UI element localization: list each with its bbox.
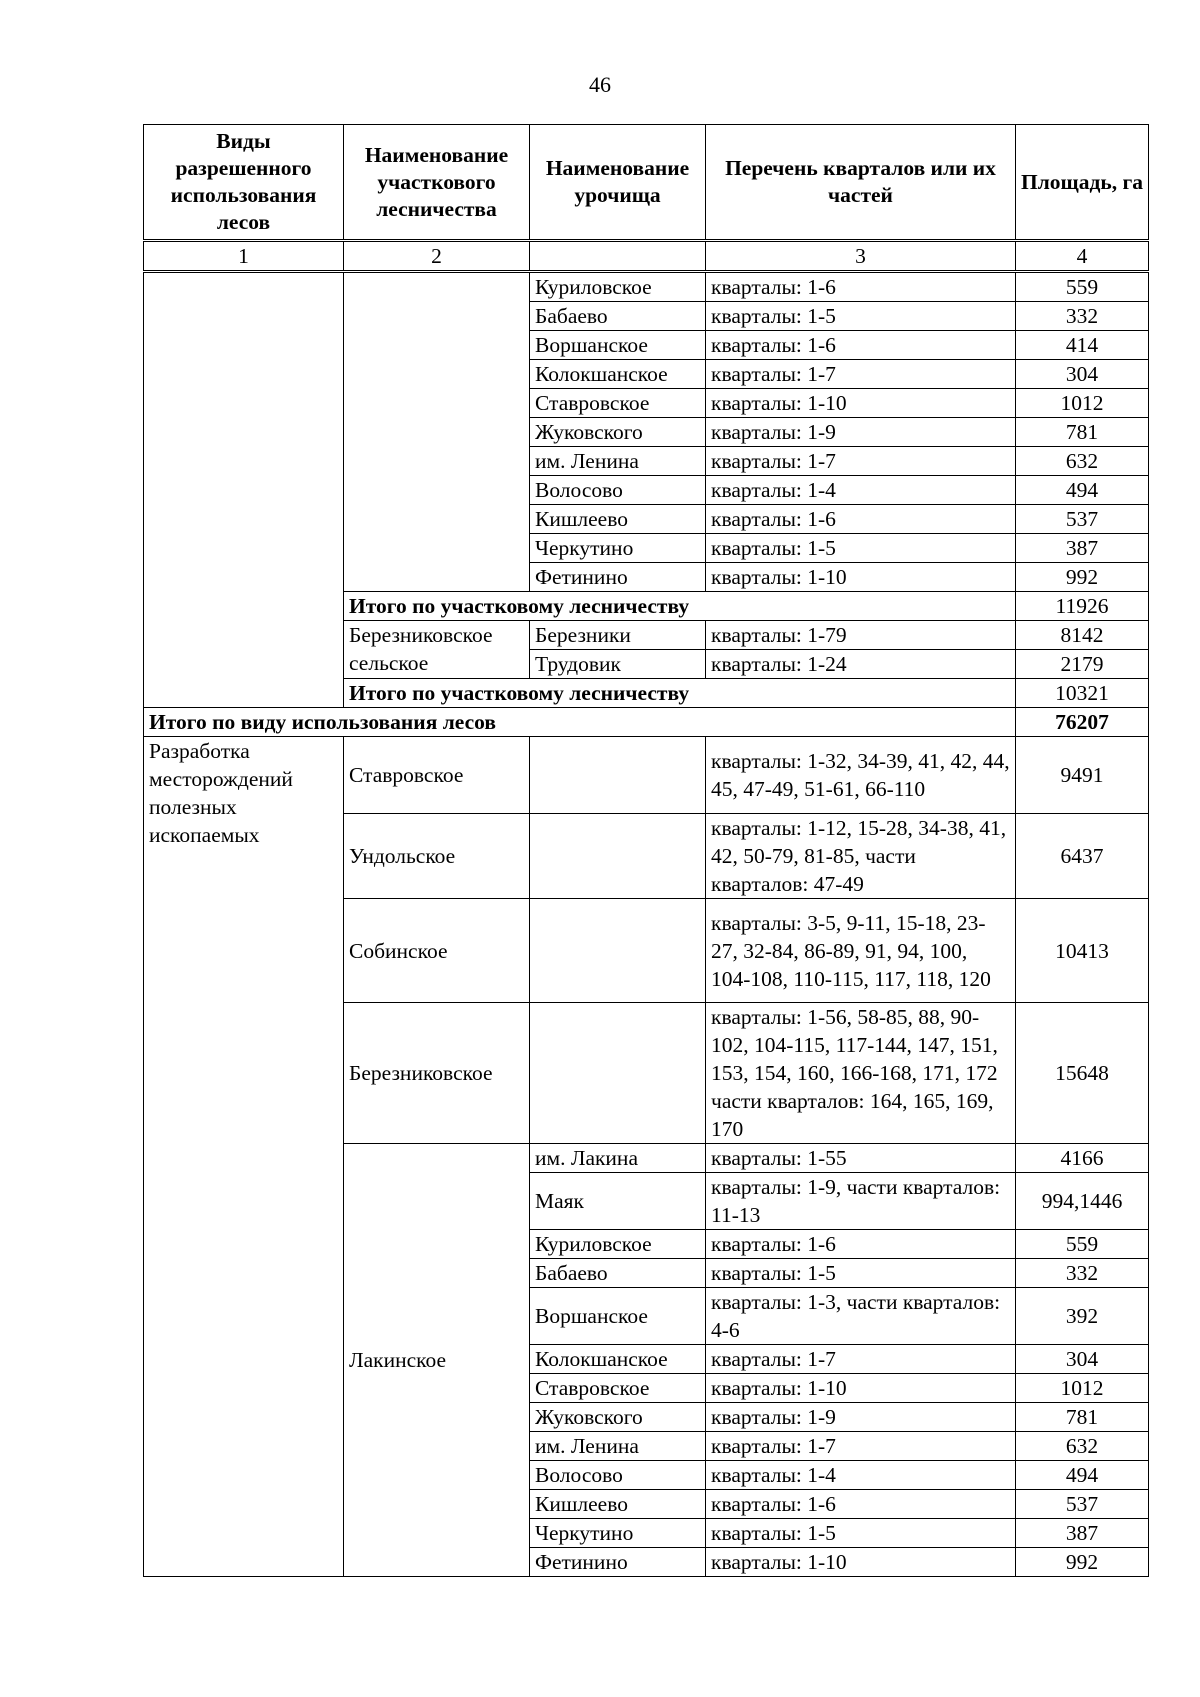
urochishche-cell: Березники [530,621,706,650]
header-use-type: Виды разрешенного использования лесов [144,125,344,241]
area-cell: 1012 [1016,1374,1149,1403]
area-cell: 392 [1016,1288,1149,1345]
forestry-name-cell: Собинское [344,899,530,1003]
kvartaly-cell: кварталы: 1-9, части кварталов: 11-13 [706,1173,1016,1230]
kvartaly-cell: кварталы: 1-7 [706,1345,1016,1374]
kvartaly-cell: кварталы: 1-4 [706,476,1016,505]
urochishche-cell: Ставровское [530,1374,706,1403]
header-area: Площадь, га [1016,125,1149,241]
area-cell: 494 [1016,1461,1149,1490]
column-number [530,241,706,272]
kvartaly-cell: кварталы: 1-6 [706,1230,1016,1259]
header-forestry: Наименование участкового лесничества [344,125,530,241]
urochishche-cell: Жуковского [530,418,706,447]
urochishche-cell: им. Лакина [530,1144,706,1173]
area-cell: 992 [1016,1548,1149,1577]
kvartaly-cell: кварталы: 1-10 [706,389,1016,418]
urochishche-cell: им. Ленина [530,1432,706,1461]
area-cell: 387 [1016,534,1149,563]
urochishche-cell: Бабаево [530,1259,706,1288]
table-row [144,737,1149,814]
kvartaly-cell: кварталы: 1-6 [706,505,1016,534]
area-cell: 559 [1016,1230,1149,1259]
urochishche-cell: Жуковского [530,1403,706,1432]
urochishche-cell: Колокшанское [530,1345,706,1374]
page-number: 46 [589,72,611,97]
urochishche-cell: Бабаево [530,302,706,331]
urochishche-cell: Черкутино [530,1519,706,1548]
urochishche-cell: Фетинино [530,563,706,592]
urochishche-cell: Куриловское [530,1230,706,1259]
kvartaly-cell: кварталы: 3-5, 9-11, 15-18, 23-27, 32-84, 86-89, 91, 94, 100, 104-108, 110-115, 117, 118, 120 [706,899,1016,1003]
area-cell: 15648 [1016,1003,1149,1144]
use-type-cell: Разработка месторождений полезных ископаемых [144,737,344,1577]
forestry-name-cell: Ундольское [344,814,530,899]
urochishche-cell: Воршанское [530,1288,706,1345]
area-cell: 994,1446 [1016,1173,1149,1230]
urochishche-cell: Колокшанское [530,360,706,389]
forestry-name-cell: Ставровское [344,737,530,814]
urochishche-cell: Маяк [530,1173,706,1230]
subtotal-label: Итого по участковому лесничеству [344,679,1016,708]
kvartaly-cell: кварталы: 1-55 [706,1144,1016,1173]
area-cell: 304 [1016,360,1149,389]
total-label: Итого по виду использования лесов [144,708,1016,737]
urochishche-cell-empty [530,1003,706,1144]
area-cell: 4166 [1016,1144,1149,1173]
forestry-name-cell: Березниковское сельское [344,621,530,679]
header-row [144,125,1149,241]
kvartaly-cell: кварталы: 1-10 [706,1374,1016,1403]
subtotal-area: 10321 [1016,679,1149,708]
table-body [144,272,1149,1577]
urochishche-cell-empty [530,737,706,814]
kvartaly-cell: кварталы: 1-6 [706,331,1016,360]
kvartaly-cell: кварталы: 1-6 [706,272,1016,302]
urochishche-cell: Кишлеево [530,505,706,534]
use-type-cell-empty [144,272,344,708]
table-row [144,272,1149,302]
area-cell: 781 [1016,418,1149,447]
subtotal-label: Итого по участковому лесничеству [344,592,1016,621]
area-cell: 537 [1016,1490,1149,1519]
kvartaly-cell: кварталы: 1-4 [706,1461,1016,1490]
area-cell: 1012 [1016,389,1149,418]
kvartaly-cell: кварталы: 1-6 [706,1490,1016,1519]
kvartaly-cell: кварталы: 1-5 [706,1519,1016,1548]
kvartaly-cell: кварталы: 1-9 [706,418,1016,447]
kvartaly-cell: кварталы: 1-5 [706,534,1016,563]
kvartaly-cell: кварталы: 1-56, 58-85, 88, 90-102, 104-115, 117-144, 147, 151, 153, 154, 160, 166-168, 171, 172 части кварталов: 164, 165, 169, 170 [706,1003,1016,1144]
urochishche-cell-empty [530,899,706,1003]
area-cell: 8142 [1016,621,1149,650]
area-cell: 992 [1016,563,1149,592]
urochishche-cell: им. Ленина [530,447,706,476]
forestry-name-cell: Лакинское [344,1144,530,1577]
kvartaly-cell: кварталы: 1-7 [706,1432,1016,1461]
kvartaly-cell: кварталы: 1-3, части кварталов: 4-6 [706,1288,1016,1345]
column-number: 1 [144,241,344,272]
area-cell: 387 [1016,1519,1149,1548]
area-cell: 10413 [1016,899,1149,1003]
area-cell: 537 [1016,505,1149,534]
urochishche-cell: Фетинино [530,1548,706,1577]
subtotal-area: 11926 [1016,592,1149,621]
forest-use-table [143,124,1149,1577]
forestry-cell-empty [344,272,530,592]
header-kvartaly: Перечень кварталов или их частей [706,125,1016,241]
column-number-row [144,241,1149,272]
area-cell: 559 [1016,272,1149,302]
forestry-name-cell: Березниковское [344,1003,530,1144]
kvartaly-cell: кварталы: 1-79 [706,621,1016,650]
urochishche-cell: Волосово [530,1461,706,1490]
area-cell: 332 [1016,302,1149,331]
kvartaly-cell: кварталы: 1-10 [706,563,1016,592]
area-cell: 414 [1016,331,1149,360]
area-cell: 6437 [1016,814,1149,899]
kvartaly-cell: кварталы: 1-7 [706,447,1016,476]
urochishche-cell: Трудовик [530,650,706,679]
area-cell: 632 [1016,1432,1149,1461]
urochishche-cell: Куриловское [530,272,706,302]
column-number: 3 [706,241,1016,272]
kvartaly-cell: кварталы: 1-12, 15-28, 34-38, 41, 42, 50-79, 81-85, части кварталов: 47-49 [706,814,1016,899]
header-urochishche: Наименование урочища [530,125,706,241]
area-cell: 9491 [1016,737,1149,814]
urochishche-cell: Ставровское [530,389,706,418]
urochishche-cell: Кишлеево [530,1490,706,1519]
total-area: 76207 [1016,708,1149,737]
area-cell: 781 [1016,1403,1149,1432]
area-cell: 632 [1016,447,1149,476]
kvartaly-cell: кварталы: 1-32, 34-39, 41, 42, 44, 45, 47-49, 51-61, 66-110 [706,737,1016,814]
kvartaly-cell: кварталы: 1-5 [706,302,1016,331]
urochishche-cell: Воршанское [530,331,706,360]
area-cell: 332 [1016,1259,1149,1288]
kvartaly-cell: кварталы: 1-10 [706,1548,1016,1577]
area-cell: 2179 [1016,650,1149,679]
kvartaly-cell: кварталы: 1-24 [706,650,1016,679]
urochishche-cell: Волосово [530,476,706,505]
area-cell: 304 [1016,1345,1149,1374]
kvartaly-cell: кварталы: 1-9 [706,1403,1016,1432]
area-cell: 494 [1016,476,1149,505]
total-row [144,708,1149,737]
column-number: 4 [1016,241,1149,272]
urochishche-cell: Черкутино [530,534,706,563]
urochishche-cell-empty [530,814,706,899]
kvartaly-cell: кварталы: 1-5 [706,1259,1016,1288]
column-number: 2 [344,241,530,272]
kvartaly-cell: кварталы: 1-7 [706,360,1016,389]
